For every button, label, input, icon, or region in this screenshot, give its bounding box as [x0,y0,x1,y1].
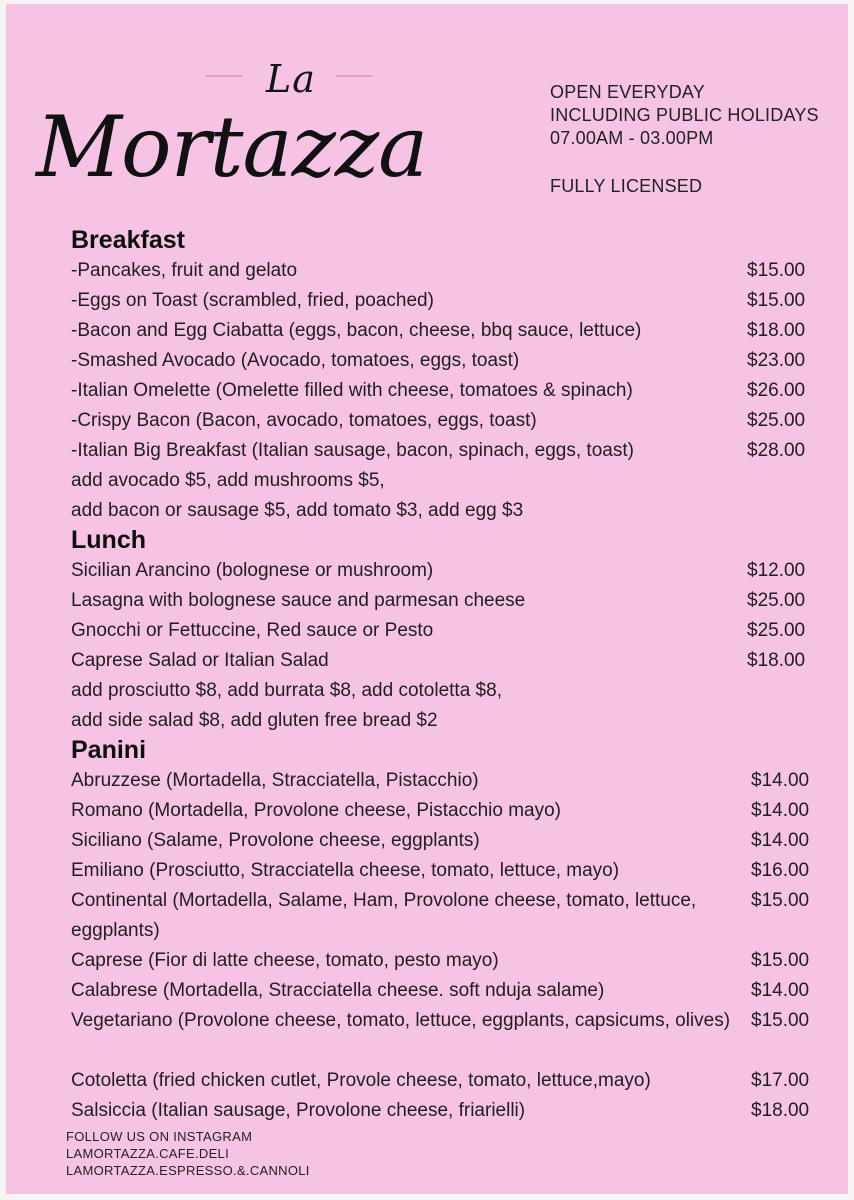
item-price: $18.00 [751,1100,810,1121]
item-name: Calabrese (Mortadella, Stracciatella cheese. soft nduja salame) [71,980,605,1001]
item-price: $17.00 [751,1070,810,1091]
item-price: $12.00 [747,560,806,581]
menu-item [71,1006,831,1066]
menu-item [71,556,831,586]
item-name: -Italian Omelette (Omelette filled with cheese, tomatoes & spinach) [71,380,633,401]
menu-item [71,766,831,796]
item-price: $26.00 [747,380,806,401]
item-price: $14.00 [751,800,810,821]
menu-page [6,4,848,1194]
item-price: $18.00 [747,320,806,341]
extras-note: add avocado $5, add mushrooms $5, [71,470,385,491]
logo-divider-left [206,75,242,77]
opening-hours [550,81,819,198]
item-name: -Eggs on Toast (scrambled, fried, poached) [71,290,434,311]
hours-line-1: OPEN EVERYDAY [550,82,705,102]
menu-item [71,646,831,676]
item-name: Lasagna with bolognese sauce and parmesan cheese [71,590,526,611]
item-price: $16.00 [751,860,810,881]
item-price: $14.00 [751,980,810,1001]
menu-item [71,616,831,646]
menu-item [71,286,831,316]
section-title-breakfast: Breakfast [71,226,185,254]
licensed-note: FULLY LICENSED [550,176,703,196]
instagram-handle-deli[interactable]: LAMORTAZZA.CAFE.DELI [66,1146,229,1161]
menu-item [71,256,831,286]
item-name: Emiliano (Prosciutto, Stracciatella cheese, tomato, lettuce, mayo) [71,860,620,881]
item-price: $15.00 [747,260,806,281]
extras-note: add side salad $8, add gluten free bread $2 [71,710,438,731]
item-price: $14.00 [751,830,810,851]
menu-item [71,886,831,946]
menu-item [71,976,831,1006]
menu-item [71,586,831,616]
item-name: -Crispy Bacon (Bacon, avocado, tomatoes, eggs, toast) [71,410,537,431]
extras-note: add prosciutto $8, add burrata $8, add cotoletta $8, [71,680,502,701]
item-price: $25.00 [747,620,806,641]
menu-item [71,316,831,346]
section-title-lunch: Lunch [71,526,146,554]
item-name: Romano (Mortadella, Provolone cheese, Pistacchio mayo) [71,800,562,821]
menu-item [71,1066,831,1096]
logo-divider-right [336,75,372,77]
item-name: Salsiccia (Italian sausage, Provolone cheese, friarielli) [71,1100,526,1121]
item-price: $14.00 [751,770,810,791]
item-price: $15.00 [747,290,806,311]
item-name: Sicilian Arancino (bolognese or mushroom) [71,560,434,581]
social-footer [66,1128,310,1179]
item-name: Vegetariano (Provolone cheese, tomato, lettuce, eggplants, capsicums, olives) [71,1010,731,1031]
menu-content [71,226,831,1126]
item-name: -Bacon and Egg Ciabatta (eggs, bacon, cheese, bbq sauce, lettuce) [71,320,642,341]
menu-item [71,376,831,406]
item-name: Caprese (Fior di latte cheese, tomato, pesto mayo) [71,950,499,971]
item-name: Gnocchi or Fettuccine, Red sauce or Pesto [71,620,434,641]
extras-note: add bacon or sausage $5, add tomato $3, add egg $3 [71,500,524,521]
item-name: Cotoletta (fried chicken cutlet, Provole cheese, tomato, lettuce,mayo) [71,1070,651,1091]
item-price: $15.00 [751,1010,810,1031]
instagram-handle-espresso[interactable]: LAMORTAZZA.ESPRESSO.&.CANNOLI [66,1163,310,1178]
item-price: $23.00 [747,350,806,371]
item-name: -Pancakes, fruit and gelato [71,260,298,281]
item-price: $25.00 [747,410,806,431]
menu-item [71,1096,831,1126]
menu-item [71,946,831,976]
item-price: $15.00 [751,950,810,971]
item-name: -Smashed Avocado (Avocado, tomatoes, eggs, toast) [71,350,520,371]
hours-line-3: 07.00AM - 03.00PM [550,128,714,148]
menu-item [71,406,831,436]
logo [36,59,506,219]
item-name: Abruzzese (Mortadella, Stracciatella, Pistacchio) [71,770,479,791]
instagram-label: FOLLOW US ON INSTAGRAM [66,1129,253,1144]
hours-line-2: INCLUDING PUBLIC HOLIDAYS [550,105,819,125]
item-price: $18.00 [747,650,806,671]
item-name: Caprese Salad or Italian Salad [71,650,329,671]
item-price: $25.00 [747,590,806,611]
menu-item [71,436,831,466]
logo-mortazza: Mortazza [36,98,428,196]
menu-item [71,346,831,376]
item-name: Siciliano (Salame, Provolone cheese, eggplants) [71,830,480,851]
menu-item [71,826,831,856]
section-title-panini: Panini [71,736,147,764]
item-name: -Italian Big Breakfast (Italian sausage, bacon, spinach, eggs, toast) [71,440,634,461]
menu-item [71,796,831,826]
menu-item [71,856,831,886]
item-price: $28.00 [747,440,806,461]
item-price: $15.00 [751,890,810,911]
logo-la: La [266,57,316,101]
item-name: Continental (Mortadella, Salame, Ham, Provolone cheese, tomato, lettuce, eggplants) [71,890,697,941]
